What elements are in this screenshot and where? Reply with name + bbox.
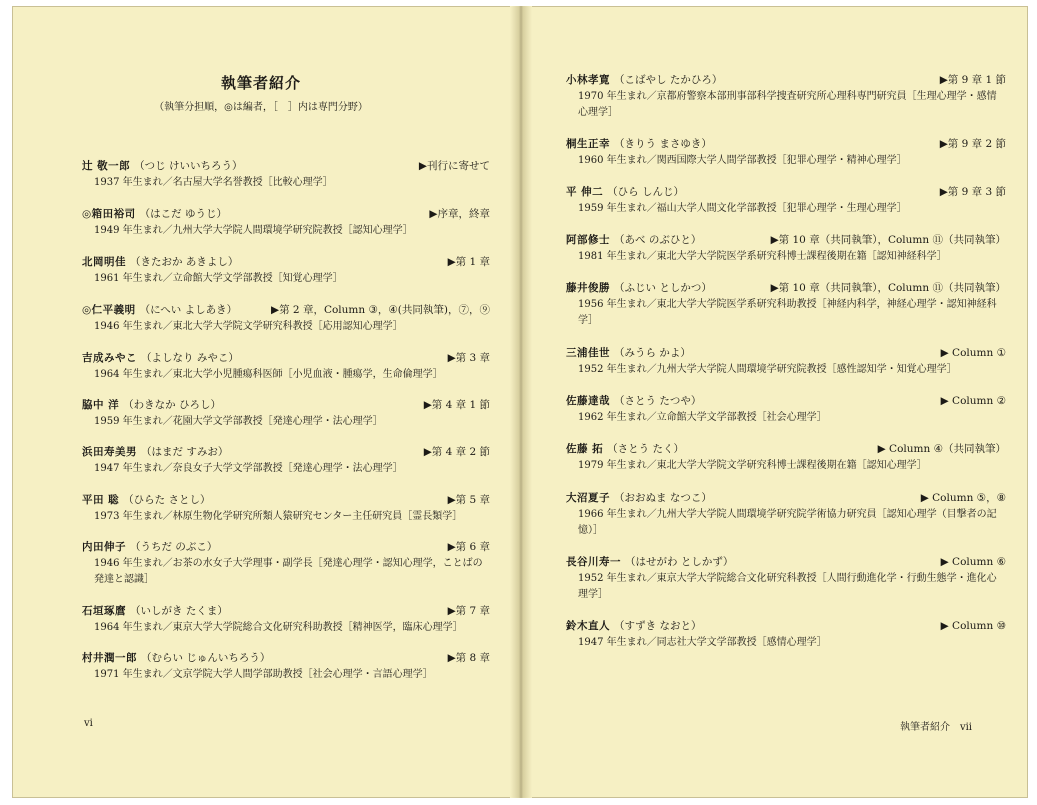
contributor-bio: 1970 年生まれ／京都府警察本部刑事部科学捜査研究所心理科専門研究員［生理心理学・感情心理学］: [578, 91, 997, 118]
contributor-reading: （おおぬま なつこ）: [614, 492, 712, 504]
contributor-name: 長谷川寿一: [566, 556, 621, 568]
contributor-chapter: ▶第 6 章: [447, 541, 490, 553]
contributor-name: 浜田寿美男: [82, 446, 137, 458]
contributor-reading: （つじ けいいちろう）: [134, 160, 243, 172]
contributor-reading: （こばやし たかひろ）: [614, 74, 723, 86]
contributor-chapter: ▶刊行に寄せて: [418, 160, 490, 172]
contributor-reading: （わきなか ひろし）: [123, 399, 221, 411]
book-gutter: [510, 6, 532, 798]
contributor-entry: [566, 618, 1006, 651]
contributor-chapter: ▶ Column ⑤，⑧: [920, 492, 1006, 504]
contributor-reading: （むらい じゅんいちろう）: [141, 652, 271, 664]
contributor-chapter: ▶ Column ②: [940, 395, 1006, 407]
contributor-name: 内田伸子: [82, 541, 126, 553]
contributor-name: 小林孝寛: [566, 74, 610, 86]
contributor-entry: [566, 232, 1006, 265]
contributor-bio: 1973 年生まれ／林原生物化学研究所類人猿研究センター主任研究員［霊長類学］: [94, 511, 463, 522]
contributor-chapter: ▶ Column ⑥: [940, 556, 1006, 568]
contributor-name: 石垣琢麿: [82, 605, 126, 617]
contributor-bio: 1946 年生まれ／東北大学大学院文学研究科教授［応用認知心理学］: [94, 321, 403, 332]
contributor-bio: 1947 年生まれ／同志社大学文学部教授［感情心理学］: [578, 637, 827, 648]
contributor-entry: [566, 184, 1006, 217]
contributor-name: 脇中 洋: [82, 399, 120, 411]
contributor-chapter: ▶第 7 章: [447, 605, 490, 617]
contributor-reading: （ひら しんじ）: [607, 186, 684, 198]
contributor-name: 北岡明佳: [82, 256, 126, 268]
contributor-bio: 1964 年生まれ／東京大学大学院総合文化研究科助教授［精神医学，臨床心理学］: [94, 622, 463, 633]
contributor-entry: [82, 397, 490, 430]
contributor-name: 佐藤達哉: [566, 395, 610, 407]
contributor-chapter: ▶第 10 章（共同執筆），Column ⑪（共同執筆）: [770, 234, 1006, 246]
contributor-reading: （はせがわ としかず）: [625, 556, 734, 568]
contributor-entry: [82, 302, 490, 335]
contributor-chapter: ▶第 10 章（共同執筆），Column ⑪（共同執筆）: [770, 282, 1006, 294]
contributor-reading: （ひらた さとし）: [123, 494, 211, 506]
contributor-bio: 1961 年生まれ／立命館大学文学部教授［知覚心理学］: [94, 273, 343, 284]
contributor-bio: 1947 年生まれ／奈良女子大学文学部教授［発達心理学・法心理学］: [94, 463, 403, 474]
contributor-chapter: ▶第 5 章: [447, 494, 490, 506]
contributor-bio: 1962 年生まれ／立命館大学文学部教授［社会心理学］: [578, 412, 827, 423]
contributor-name: 平 伸二: [566, 186, 604, 198]
left-page: [12, 6, 510, 798]
contributor-bio: 1964 年生まれ／東北大学小児腫瘍科医師［小児血液・腫瘍学，生命倫理学］: [94, 369, 443, 380]
contributor-entry: [82, 650, 490, 683]
contributor-reading: （はまだ すみお）: [141, 446, 229, 458]
contributor-chapter: ▶序章，終章: [429, 208, 490, 220]
contributor-entry: [566, 554, 1006, 603]
contributor-name: 辻 敬一郎: [82, 160, 131, 172]
contributor-chapter: ▶ Column ①: [940, 347, 1006, 359]
page-title: 執筆者紹介: [220, 74, 301, 92]
contributor-chapter: ▶第 8 章: [447, 652, 490, 664]
contributor-entry: [82, 206, 490, 239]
contributor-chapter: ▶第 3 章: [447, 352, 490, 364]
contributor-bio: 1949 年生まれ／九州大学大学院人間環境学研究院教授［認知心理学］: [94, 225, 413, 236]
contributor-chapter: ▶ Column ④（共同執筆）: [877, 443, 1006, 455]
contributor-name: 佐藤 拓: [566, 443, 604, 455]
contributor-reading: （うちだ のぶこ）: [130, 541, 218, 553]
page-number: vi: [84, 718, 93, 729]
contributor-bio: 1946 年生まれ／お茶の水女子大学理事・副学長［発達心理学・認知心理学，ことばの発達と認識］: [94, 558, 483, 585]
contributor-entry: [566, 72, 1006, 121]
contributor-name: 桐生正幸: [566, 138, 610, 150]
contributor-entry: [82, 603, 490, 636]
contributor-entry: [82, 539, 490, 588]
contributor-chapter: ▶第 2 章，Column ③，④(共同執筆)，⑦，⑨: [271, 304, 490, 316]
contributor-reading: （ふじい としかつ）: [614, 282, 712, 294]
contributor-bio: 1979 年生まれ／東北大学大学院文学研究科博士課程後期在籍［認知心理学］: [578, 460, 927, 471]
contributor-reading: （いしがき たくま）: [130, 605, 228, 617]
contributor-name: 三浦佳世: [566, 347, 610, 359]
contributor-reading: （あべ のぶひと）: [614, 234, 702, 246]
page-number: 執筆者紹介 vii: [899, 722, 972, 733]
contributor-name: 平田 聡: [82, 494, 120, 506]
contributor-entry: [82, 158, 490, 191]
contributor-bio: 1971 年生まれ／文京学院大学人間学部助教授［社会心理学・言語心理学］: [94, 669, 433, 680]
contributor-reading: （みうら かよ）: [614, 347, 691, 359]
contributor-chapter: ▶第 9 章 2 節: [939, 138, 1006, 150]
book-spread: [12, 6, 1028, 798]
page-subtitle: （執筆分担順，◎は編者，［ ］内は専門分野）: [154, 102, 368, 113]
contributor-name: 吉成みやこ: [82, 352, 137, 364]
contributor-entry: [566, 280, 1006, 329]
contributor-bio: 1981 年生まれ／東北大学大学院医学系研究科博士課程後期在籍［認知神経科学］: [578, 251, 947, 262]
contributor-name: ◎箱田裕司: [82, 208, 136, 220]
right-page: [532, 6, 1028, 798]
contributor-chapter: ▶第 4 章 1 節: [423, 399, 490, 411]
contributor-chapter: ▶第 9 章 3 節: [939, 186, 1006, 198]
contributor-name: 藤井俊勝: [566, 282, 610, 294]
contributor-entry: [82, 492, 490, 525]
contributor-bio: 1956 年生まれ／東北大学大学院医学系研究科助教授［神経内科学，神経心理学・認知神経科学］: [578, 299, 997, 326]
contributor-chapter: ▶ Column ⑩: [940, 620, 1006, 632]
contributor-reading: （よしなり みやこ）: [141, 352, 239, 364]
contributor-name: 阿部修士: [566, 234, 610, 246]
contributor-reading: （きりう まさゆき）: [614, 138, 712, 150]
contributor-name: ◎仁平義明: [82, 304, 136, 316]
contributor-bio: 1937 年生まれ／名古屋大学名誉教授［比較心理学］: [94, 177, 333, 188]
contributor-reading: （きたおか あきよし）: [130, 256, 239, 268]
contributor-name: 鈴木直人: [566, 620, 610, 632]
contributor-entry: [566, 441, 1006, 474]
contributor-reading: （さとう たつや）: [614, 395, 702, 407]
contributor-name: 村井潤一郎: [82, 652, 137, 664]
contributor-reading: （はこだ ゆうじ）: [139, 208, 228, 220]
contributor-bio: 1960 年生まれ／関西国際大学人間学部教授［犯罪心理学・精神心理学］: [578, 155, 907, 166]
contributor-bio: 1952 年生まれ／九州大学大学院人間環境学研究院教授［感性認知学・知覚心理学］: [578, 364, 957, 375]
contributor-chapter: ▶第 1 章: [447, 256, 490, 268]
contributor-reading: （すずき なおと）: [614, 620, 702, 632]
contributor-entry: [566, 393, 1006, 426]
contributor-entry: [82, 350, 490, 383]
contributor-entry: [82, 444, 490, 477]
contributor-bio: 1952 年生まれ／東京大学大学院総合文化研究科教授［人間行動進化学・行動生態学・進化心理学］: [578, 573, 997, 600]
contributor-name: 大沼夏子: [566, 492, 610, 504]
contributor-entry: [566, 345, 1006, 378]
contributor-entry: [82, 254, 490, 287]
contributor-chapter: ▶第 4 章 2 節: [423, 446, 490, 458]
contributor-reading: （にへい よしあき）: [139, 304, 238, 316]
contributor-entry: [566, 490, 1006, 539]
contributor-bio: 1966 年生まれ／九州大学大学院人間環境学研究院学術協力研究員［認知心理学（目撃者の記憶）］: [578, 509, 997, 536]
contributor-bio: 1959 年生まれ／花園大学文学部教授［発達心理学・法心理学］: [94, 416, 383, 427]
contributor-reading: （さとう たく）: [607, 443, 684, 455]
contributor-entry: [566, 136, 1006, 169]
contributor-chapter: ▶第 9 章 1 節: [939, 74, 1006, 86]
contributor-bio: 1959 年生まれ／福山大学人間文化学部教授［犯罪心理学・生理心理学］: [578, 203, 907, 214]
